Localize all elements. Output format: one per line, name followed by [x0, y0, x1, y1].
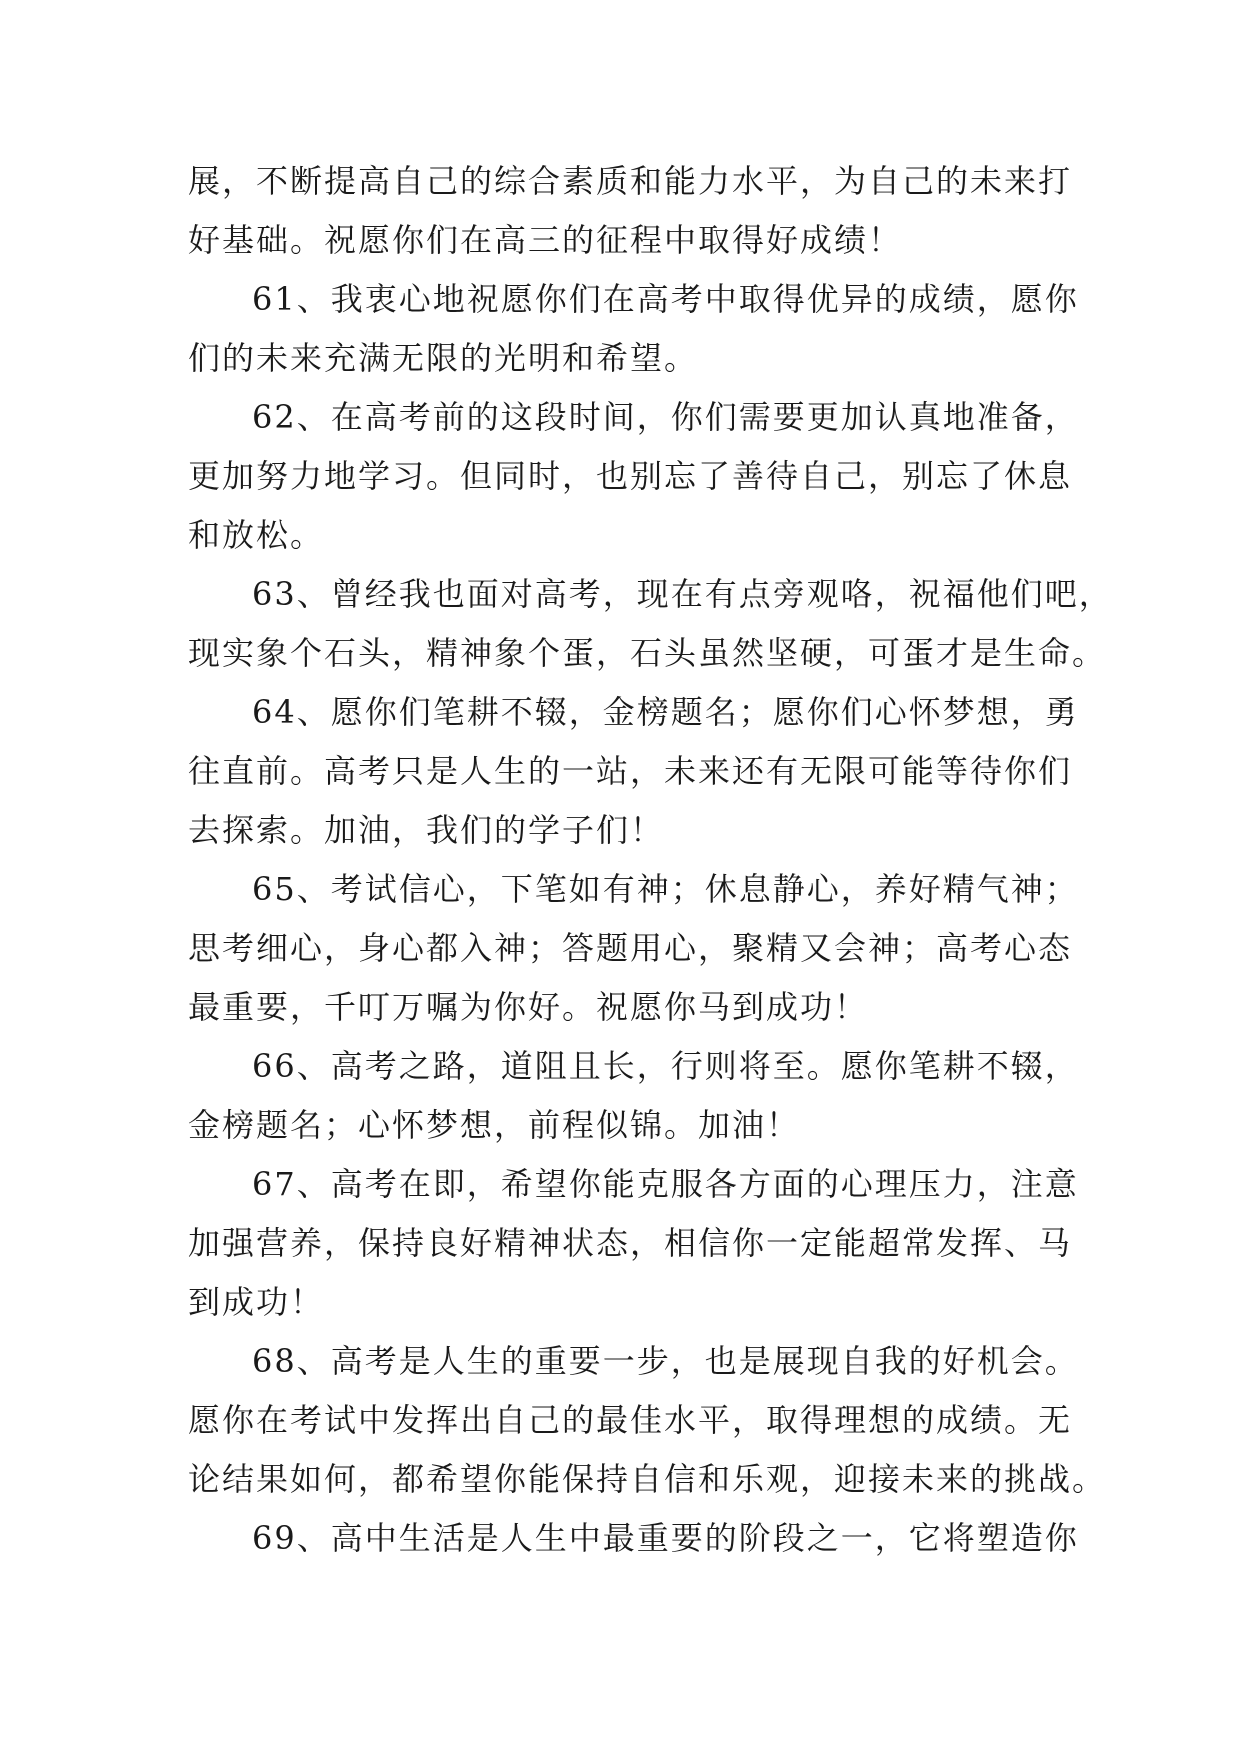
paragraph-68 — [188, 1332, 1107, 1509]
text-line: 65、考试信心，下笔如有神；休息静心，养好精气神； — [252, 870, 1079, 908]
text-line: 61、我衷心地祝愿你们在高考中取得优异的成绩，愿你 — [252, 280, 1079, 318]
paragraph-66 — [188, 1037, 1079, 1155]
text-line: 好基础。祝愿你们在高三的征程中取得好成绩！ — [188, 221, 903, 259]
text-line: 论结果如何，都希望你能保持自信和乐观，迎接未来的挑战。 — [188, 1460, 1107, 1498]
text-line: 到成功！ — [188, 1283, 325, 1321]
text-line: 愿你在考试中发挥出自己的最佳水平，取得理想的成绩。无 — [188, 1401, 1073, 1439]
text-line: 思考细心，身心都入神；答题用心，聚精又会神；高考心态 — [188, 929, 1073, 967]
paragraph-continued — [188, 152, 1073, 270]
text-line: 们的未来充满无限的光明和希望。 — [188, 339, 699, 377]
text-line: 63、曾经我也面对高考，现在有点旁观咯，祝福他们吧， — [252, 575, 1113, 613]
text-line: 67、高考在即，希望你能克服各方面的心理压力，注意 — [252, 1165, 1079, 1203]
text-line: 64、愿你们笔耕不辍，金榜题名；愿你们心怀梦想，勇 — [252, 693, 1079, 731]
paragraph-64 — [188, 683, 1079, 860]
text-line: 展，不断提高自己的综合素质和能力水平，为自己的未来打 — [188, 162, 1073, 200]
paragraph-69 — [188, 1509, 1079, 1568]
text-line: 往直前。高考只是人生的一站，未来还有无限可能等待你们 — [188, 752, 1073, 790]
document-body — [188, 152, 1113, 1568]
text-line: 69、高中生活是人生中最重要的阶段之一，它将塑造你 — [252, 1519, 1079, 1557]
paragraph-67 — [188, 1155, 1079, 1332]
text-line: 金榜题名；心怀梦想，前程似锦。加油！ — [188, 1106, 801, 1144]
text-line: 62、在高考前的这段时间，你们需要更加认真地准备， — [252, 398, 1079, 436]
text-line: 加强营养，保持良好精神状态，相信你一定能超常发挥、马 — [188, 1224, 1073, 1262]
paragraph-63 — [188, 565, 1113, 683]
paragraph-65 — [188, 860, 1079, 1037]
text-line: 66、高考之路，道阻且长，行则将至。愿你笔耕不辍， — [252, 1047, 1079, 1085]
paragraph-61 — [188, 270, 1079, 388]
text-line: 更加努力地学习。但同时，也别忘了善待自己，别忘了休息 — [188, 457, 1073, 495]
paragraph-62 — [188, 388, 1079, 565]
text-line: 68、高考是人生的重要一步，也是展现自我的好机会。 — [252, 1342, 1079, 1380]
text-line: 和放松。 — [188, 516, 325, 554]
text-line: 最重要，千叮万嘱为你好。祝愿你马到成功！ — [188, 988, 869, 1026]
text-line: 现实象个石头，精神象个蛋，石头虽然坚硬，可蛋才是生命。 — [188, 634, 1107, 672]
text-line: 去探索。加油，我们的学子们！ — [188, 811, 665, 849]
